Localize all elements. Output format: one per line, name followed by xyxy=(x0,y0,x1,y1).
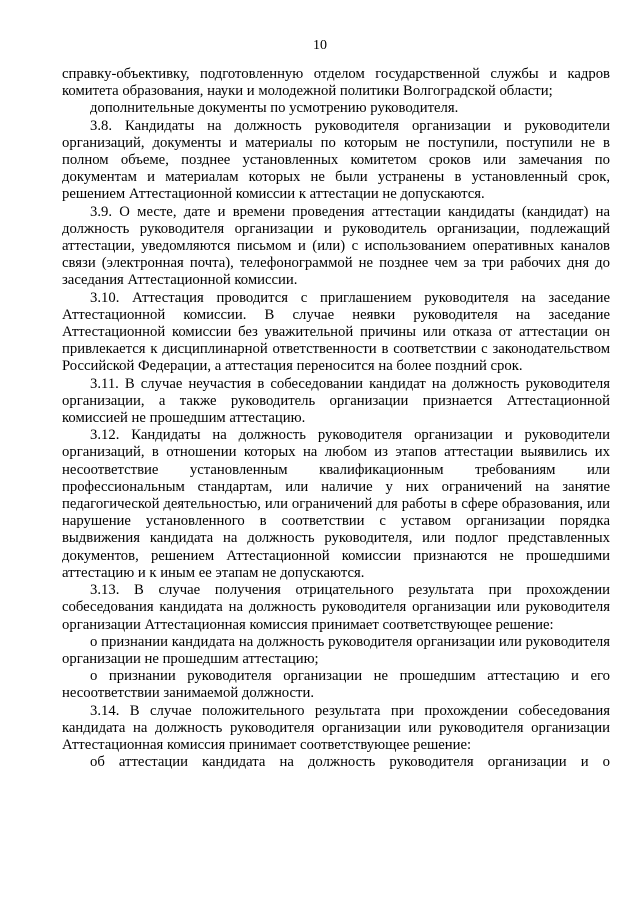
paragraph-3-8: 3.8. Кандидаты на должность руководителя организации и руководители организаций, документы и материалы по которым не поступили, поступили не в полном объеме, позднее установленных комитетом сроков или замечания по документам и материалам которых не были устранены в установленный срок, решением Аттестационной комиссии к аттестации не допускаются. xyxy=(62,117,610,203)
paragraph-3-10: 3.10. Аттестация проводится с приглашением руководителя на заседание Аттестационной комиссии. В случае неявки руководителя на заседание Аттестационной комиссии без уважительной причины или отказа от аттестации он привлекается к дисциплинарной ответственности в соответствии с законодательством Российской Федерации, а аттестация переносится на более поздний срок. xyxy=(62,289,610,375)
paragraph-decision-not-passed: о признании кандидата на должность руководителя организации или руководителя организации не прошедшим аттестацию; xyxy=(62,633,610,667)
paragraph-3-9: 3.9. О месте, дате и времени проведения аттестации кандидаты (кандидат) на должность руководителя организации и руководитель организации, подлежащий аттестации, уведомляются письмом и (или) с использованием оперативных каналов связи (электронная почта), телефонограммой не позднее чем за три рабочих дня до заседания Аттестационной комиссии. xyxy=(62,203,610,289)
paragraph-3-11: 3.11. В случае неучастия в собеседовании кандидат на должность руководителя организации, а также руководитель организации признается Аттестационной комиссией не прошедшим аттестацию. xyxy=(62,375,610,427)
page-number: 10 xyxy=(313,38,327,53)
paragraph-decision-nonconformity: о признании руководителя организации не прошедшим аттестацию и его несоответствии занимаемой должности. xyxy=(62,668,610,702)
paragraph-3-14: 3.14. В случае положительного результата при прохождении собеседования кандидата на должность руководителя организации или руководителя организации Аттестационная комиссия принимает соответствующее решение: xyxy=(62,702,610,753)
paragraph-3-13: 3.13. В случае получения отрицательного результата при прохождении собеседования кандидата на должность руководителя организации или руководителя организации Аттестационная комиссия принимает соответствующее решение: xyxy=(62,582,610,633)
paragraph-spravka: справку-объективку, подготовленную отделом государственной службы и кадров комитета образования, науки и молодежной политики Волгоградской области; xyxy=(62,66,610,100)
document-body xyxy=(62,66,610,771)
paragraph-additional-docs: дополнительные документы по усмотрению руководителя. xyxy=(90,100,459,117)
paragraph-3-12: 3.12. Кандидаты на должность руководителя организации и руководители организаций, в отношении которых на любом из этапов аттестации выявились их несоответствие установленным квалификационным требованиям или профессиональным стандартам, или наличие у них ограничений на занятие педагогической деятельностью, или ограничений для работы в сфере образования, или нарушение установленного в соответствии с уставом организации порядка выдвижения кандидата на должность руководителя, или подлог представленных документов, решением Аттестационной комиссии признаются не прошедшими аттестацию и к иным ее этапам не допускаются. xyxy=(62,427,610,581)
paragraph-attestation-decision: об аттестации кандидата на должность руководителя организации и о xyxy=(90,754,610,771)
